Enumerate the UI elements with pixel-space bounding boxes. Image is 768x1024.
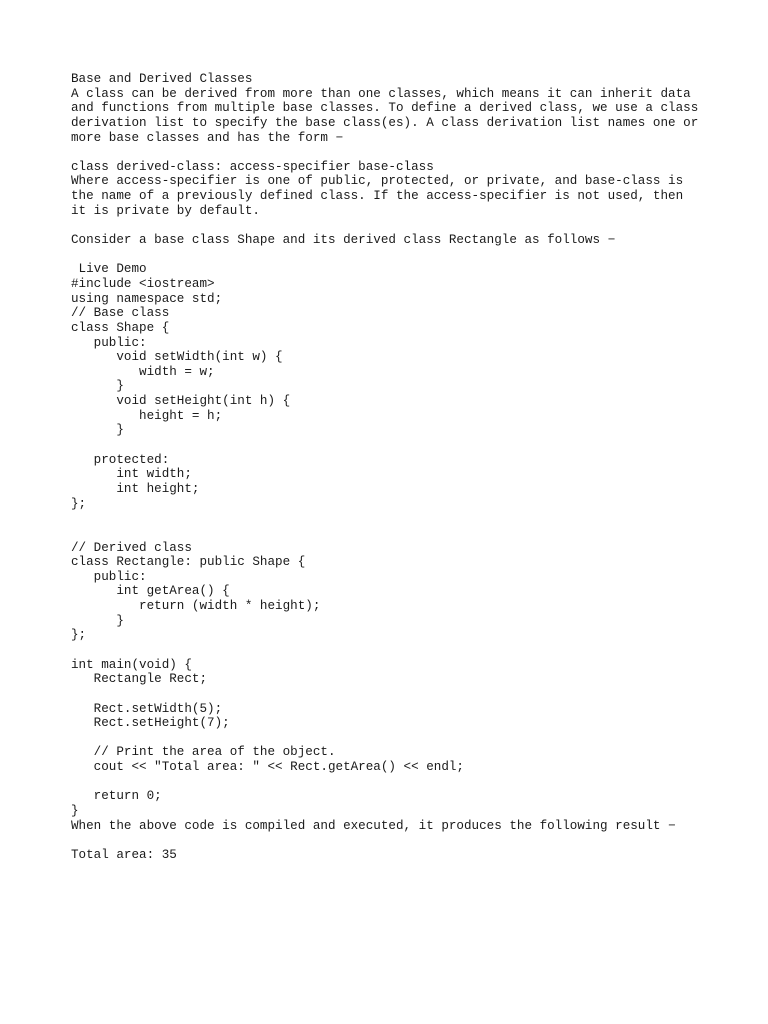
code-line [71, 438, 711, 453]
intro-paragraph-line: and functions from multiple base classes. To define a derived class, we use a class [71, 101, 699, 116]
code-line: height = h; [71, 408, 223, 423]
code-line: Rect.setHeight(7); [71, 716, 230, 731]
code-line: int height; [71, 481, 200, 496]
code-line [71, 775, 711, 790]
code-line: } [71, 804, 79, 819]
code-line [71, 687, 711, 702]
code-line: #include <iostream> [71, 276, 215, 291]
code-line [71, 643, 711, 658]
code-line: cout << "Total area: " << Rect.getArea() << endl; [71, 760, 464, 775]
code-line: class Shape { [71, 320, 170, 335]
code-line: }; [71, 496, 87, 511]
blank-line [71, 218, 711, 233]
intro-paragraph-line: derivation list to specify the base class(es). A class derivation list names one or [71, 115, 699, 130]
intro-paragraph-line: A class can be derived from more than one classes, which means it can inherit data [71, 86, 691, 101]
code-line: } [71, 423, 124, 438]
code-line: } [71, 379, 124, 394]
code-line: class Rectangle: public Shape { [71, 555, 306, 570]
syntax-form: class derived-class: access-specifier base-class [71, 159, 434, 174]
code-line [71, 511, 711, 526]
code-line: void setHeight(int h) { [71, 394, 291, 409]
code-line: protected: [71, 452, 170, 467]
code-line: } [71, 613, 124, 628]
code-line: return (width * height); [71, 599, 321, 614]
code-line: using namespace std; [71, 291, 223, 306]
result-intro: When the above code is compiled and executed, it produces the following result − [71, 818, 676, 833]
access-paragraph-line: Where access-specifier is one of public, protected, or private, and base-class is [71, 174, 684, 189]
code-line: Rect.setWidth(5); [71, 701, 223, 716]
code-line: void setWidth(int w) { [71, 350, 283, 365]
code-line: public: [71, 569, 147, 584]
code-line: // Base class [71, 306, 170, 321]
access-paragraph-line: the name of a previously defined class. If the access-specifier is not used, then [71, 189, 684, 204]
example-intro: Consider a base class Shape and its derived class Rectangle as follows − [71, 233, 616, 248]
code-line: public: [71, 335, 147, 350]
code-line: }; [71, 628, 87, 643]
code-line: int main(void) { [71, 657, 192, 672]
intro-paragraph-line: more base classes and has the form − [71, 130, 344, 145]
code-line: // Derived class [71, 540, 192, 555]
access-paragraph-line: it is private by default. [71, 203, 260, 218]
blank-line [71, 833, 711, 848]
live-demo-link[interactable]: Live Demo [71, 262, 147, 277]
code-line: int getArea() { [71, 584, 230, 599]
document-title: Base and Derived Classes [71, 72, 253, 86]
code-line [71, 526, 711, 541]
code-line: // Print the area of the object. [71, 745, 336, 760]
blank-line [71, 248, 711, 263]
code-line: return 0; [71, 789, 162, 804]
code-line: width = w; [71, 364, 215, 379]
program-output: Total area: 35 [71, 847, 177, 862]
code-line [71, 731, 711, 746]
code-line: int width; [71, 467, 192, 482]
blank-line [71, 145, 711, 160]
code-line: Rectangle Rect; [71, 672, 208, 687]
document-page [71, 72, 711, 863]
